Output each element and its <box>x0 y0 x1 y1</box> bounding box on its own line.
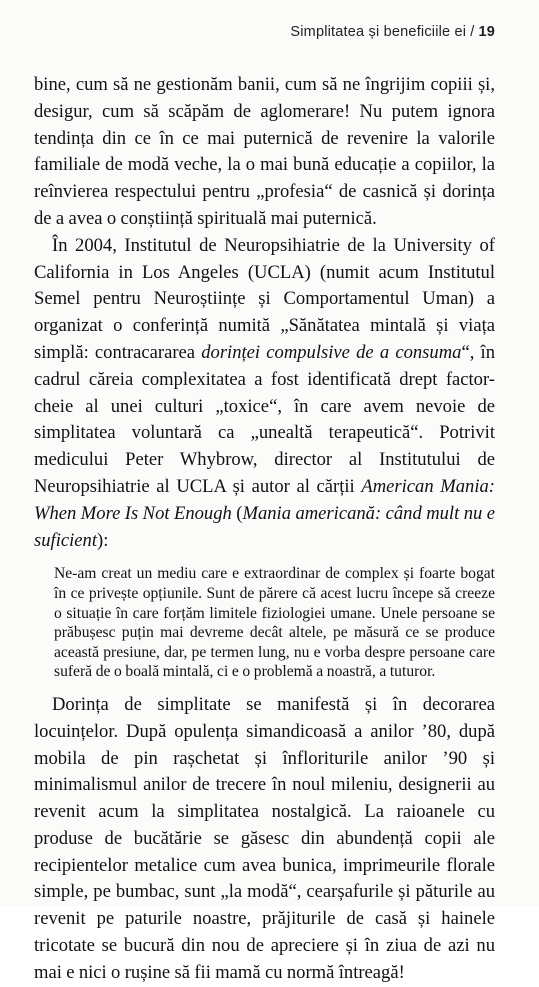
text-segment: ): <box>97 529 109 551</box>
italic-phrase: dorinței compulsive de a consuma <box>201 341 462 363</box>
running-head <box>34 10 495 40</box>
body-text <box>34 72 495 987</box>
header-separator: / <box>470 24 475 40</box>
book-title-translation: Mania americană: când mult nu e suficient <box>34 502 495 551</box>
text-segment: bine, cum să ne gestionăm banii, cum să ne îngrijim copiii și, desigur, cum să scăpăm de aglomerare! Nu putem ignora tendința din ce în ce mai puternică de revenire la valorile familiale de modă veche, la o mai bună educație a copiilor, la reînvierea respectului pentru „profesia“ de casnică și dorința de a avea o conștiință spirituală mai puternică. <box>34 74 495 229</box>
running-title: Simplitatea și beneficiile ei <box>290 24 467 40</box>
paragraph-ucla-conference <box>34 233 495 555</box>
text-segment: “, în cadrul căreia complexitatea a fost identificată drept factor-cheie al unei culturi „toxice“, în care avem nevoie de simplitatea voluntară ca „unealtă terapeutică“. Potrivit medicului Peter Whybrow, director al Institutului de Neuropsihiatrie al UCLA și autor al cărții <box>34 341 495 497</box>
text-segment: În 2004, Institutul de Neuropsihiatrie de la University of California in Los Angeles (UCLA) (numit acum Institutul Semel pentru Neuroștiințe și Comportamentul Uman) a organizat o conferință numită „Sănătatea mintală și viața simplă: contracararea <box>34 234 495 363</box>
book-title: American Mania: When More Is Not Enough <box>34 475 496 524</box>
page-number: 19 <box>478 24 495 40</box>
paragraph-continued <box>34 72 495 233</box>
text-segment: ( <box>231 502 243 524</box>
block-quote: Ne-am creat un mediu care e extraordinar de complex și foarte bogat în ce privește opțiunile. Sunt de părere că acest lucru începe să creeze o situație în care forțăm limitele fiziologiei umane. Unele persoane se prăbușesc puțin mai devreme decât altele, pe măsură ce se produce această presiune, dar, pe termen lung, nu e vorba despre persoane care suferă de o boală mintală, ci e o problemă a noastră, a tuturor. <box>54 565 495 681</box>
paragraph-home-decor: Dorința de simplitate se manifestă și în decorarea locuințelor. După opulența simandicoasă a anilor ’80, după mobila de pin rașchetat și înfloriturile anilor ’90 și minimalismul anilor de trecere în noul mileniu, designerii au revenit acum la simplitatea nostalgică. La raioanele cu produse de bucătărie se găsesc din abundență copii ale recipientelor metalice cum avea bunica, imprimeurile florale simple, pe bumbac, sunt „la modă“, cearșafurile și păturile au revenit pe paturile noastre, prăjiturile de casă și hainele tricotate se bucură din nou de apreciere și în ziua de azi nu mai e nici o rușine să fii mamă cu normă întreagă! <box>34 693 495 983</box>
